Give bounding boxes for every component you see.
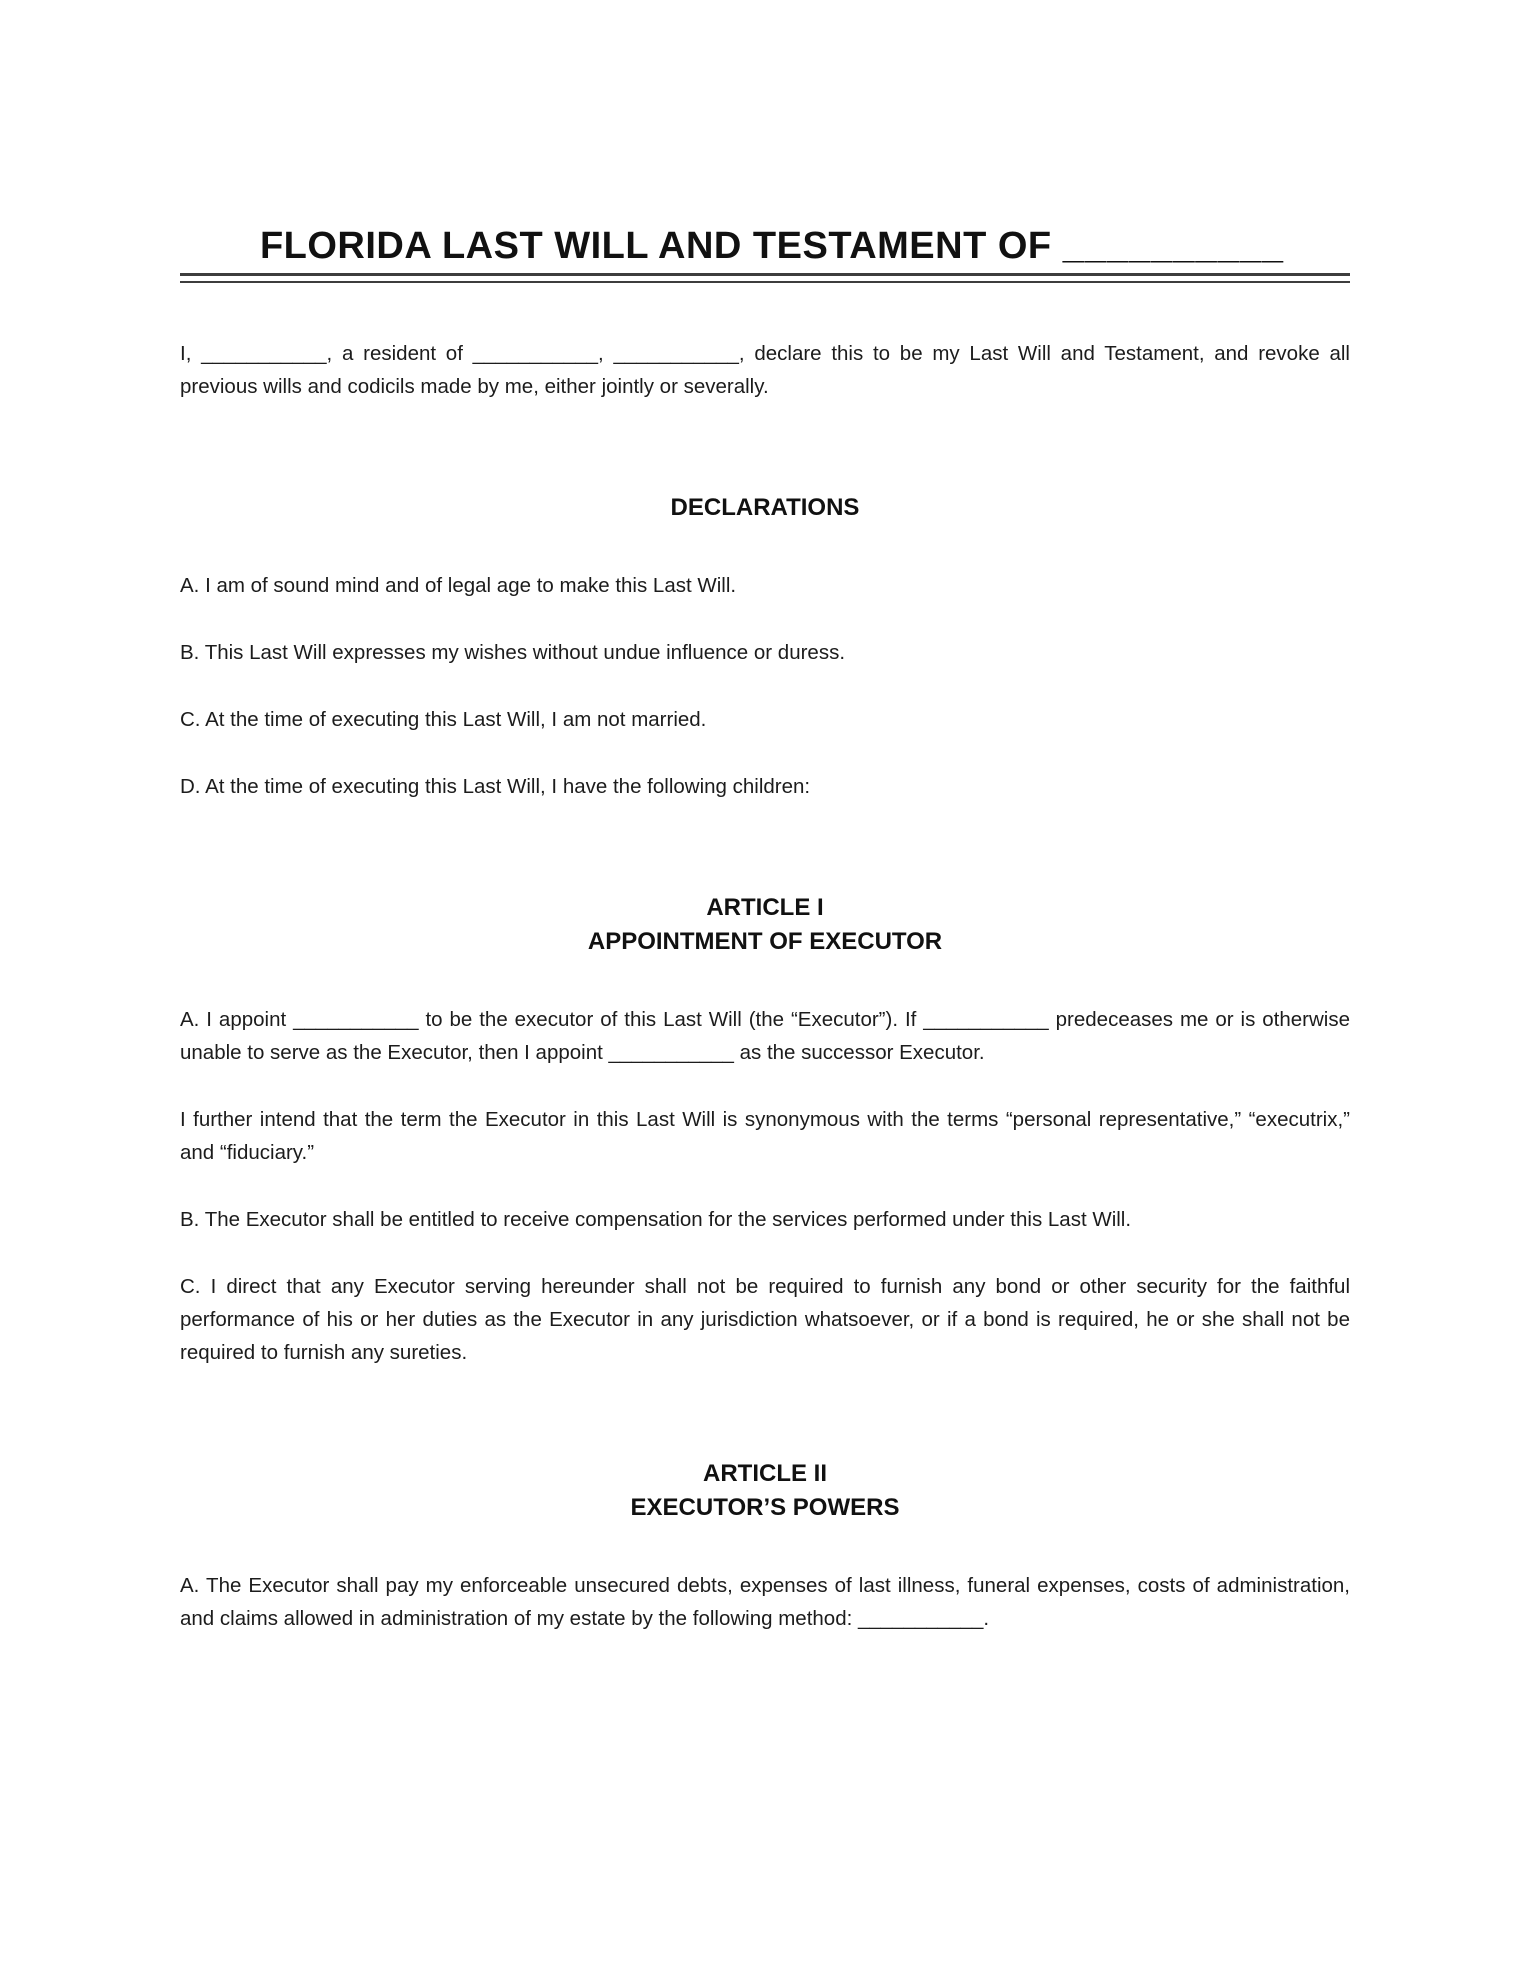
article-1-paragraph-a: A. I appoint ___________ to be the executor of this Last Will (the “Executor”). If ___________ predeceases me or is otherwise unable to serve as the Executor, then I appoint ___________ as the successor Executor. [180, 1008, 1350, 1064]
intro-paragraph: I, ___________, a resident of ___________, ___________, declare this to be my Last Will and Testament, and revoke all previous wills and codicils made by me, either jointly or severally. [180, 342, 1350, 398]
declaration-item-a: A. I am of sound mind and of legal age to make this Last Will. [180, 574, 737, 597]
article-2-paragraph-a: A. The Executor shall pay my enforceable unsecured debts, expenses of last illness, funeral expenses, costs of administration, and claims allowed in administration of my estate by the following method: ___________. [180, 1574, 1350, 1630]
declaration-item-c: C. At the time of executing this Last Will, I am not married. [180, 708, 707, 731]
heading-line: ARTICLE I [706, 894, 824, 921]
heading-line: APPOINTMENT OF EXECUTOR [587, 928, 943, 955]
declaration-item-b: B. This Last Will expresses my wishes without undue influence or duress. [180, 641, 846, 664]
section-declarations [180, 491, 1350, 803]
title-double-rule [180, 273, 1350, 283]
document-title-blank: __________ [1062, 225, 1285, 267]
heading-line: DECLARATIONS [670, 494, 860, 521]
article-1-paragraph-intent: I further intend that the term the Executor in this Last Will is synonymous with the terms “personal representative,” “executrix,” and “fiduciary.” [180, 1108, 1350, 1164]
document-title-text: FLORIDA LAST WILL AND TESTAMENT OF [259, 225, 1052, 267]
document-title-block [180, 225, 1350, 283]
document-title [180, 225, 1350, 270]
section-article-2 [180, 1457, 1350, 1635]
declaration-item-d: D. At the time of executing this Last Will, I have the following children: [180, 775, 811, 798]
heading-line: ARTICLE II [703, 1460, 827, 1487]
section-heading-declarations [180, 491, 1350, 525]
heading-line: EXECUTOR’S POWERS [630, 1494, 900, 1521]
article-1-paragraph-b: B. The Executor shall be entitled to receive compensation for the services performed under this Last Will. [180, 1208, 1132, 1231]
section-article-1 [180, 891, 1350, 1369]
article-1-paragraph-c: C. I direct that any Executor serving hereunder shall not be required to furnish any bond or other security for the faithful performance of his or her duties as the Executor in any jurisdiction whatsoever, or if a bond is required, he or she shall not be required to furnish any sureties. [180, 1275, 1350, 1364]
section-heading-article-1 [180, 891, 1350, 959]
section-heading-article-2 [180, 1457, 1350, 1525]
